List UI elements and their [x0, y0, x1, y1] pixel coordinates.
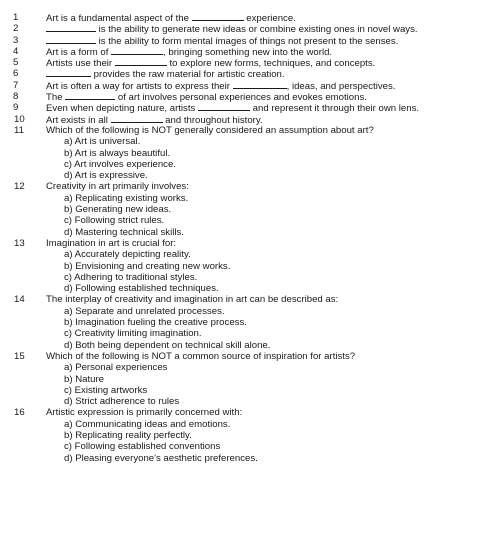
- answer-option[interactable]: [0, 272, 484, 283]
- fill-in-question: [0, 12, 484, 23]
- question-text-before: Art exists in all: [46, 114, 111, 126]
- question-text-before: Art is often a way for artists to express their: [46, 80, 233, 92]
- answer-option[interactable]: [0, 193, 484, 204]
- answer-option[interactable]: [0, 419, 484, 430]
- question-text-after: is the ability to generate new ideas or combine existing ones in novel ways.: [96, 24, 418, 36]
- fill-in-question: [0, 91, 484, 102]
- answer-option[interactable]: [0, 430, 484, 441]
- question-number: 14: [14, 294, 25, 306]
- option-text: d) Pleasing everyone's aesthetic preferences.: [64, 452, 258, 464]
- option-text: a) Accurately depicting reality.: [64, 249, 191, 261]
- question-text-after: , bringing something new into the world.: [163, 46, 333, 58]
- answer-blank[interactable]: [233, 80, 287, 89]
- option-text: d) Mastering technical skills.: [64, 226, 184, 238]
- answer-blank[interactable]: [111, 114, 163, 123]
- answer-option[interactable]: [0, 396, 484, 407]
- question-row: [0, 125, 484, 136]
- answer-blank[interactable]: [46, 23, 96, 32]
- answer-option[interactable]: [0, 136, 484, 147]
- answer-option[interactable]: [0, 148, 484, 159]
- question-text: Which of the following is NOT generally considered an assumption about art?: [46, 124, 374, 136]
- option-text: b) Generating new ideas.: [64, 204, 172, 216]
- question-row: [0, 351, 484, 362]
- option-text: c) Following strict rules.: [64, 215, 165, 227]
- question-number: 12: [14, 181, 25, 193]
- question-number: 16: [14, 407, 25, 419]
- answer-option[interactable]: [0, 227, 484, 238]
- answer-blank[interactable]: [65, 91, 115, 100]
- question-text: Artistic expression is primarily concerned with:: [46, 407, 243, 419]
- multiple-choice-question: [0, 294, 484, 350]
- answer-blank[interactable]: [115, 57, 167, 66]
- answer-option[interactable]: [0, 441, 484, 452]
- question-text-after: of art involves personal experiences and evokes emotions.: [115, 92, 367, 104]
- question-number: 15: [14, 350, 25, 362]
- answer-blank[interactable]: [46, 68, 91, 77]
- multiple-choice-question: [0, 351, 484, 407]
- option-text: c) Creativity limiting imagination.: [64, 328, 202, 340]
- option-text: a) Separate and unrelated processes.: [64, 305, 225, 317]
- question-text-before: The: [46, 92, 66, 104]
- question-row: [0, 181, 484, 192]
- answer-option[interactable]: [0, 261, 484, 272]
- question-number: 6: [13, 68, 19, 80]
- fill-in-question: [0, 35, 484, 46]
- question-text-after: and throughout history.: [162, 114, 263, 126]
- question-number: 10: [14, 113, 25, 125]
- option-text: c) Following established conventions: [64, 441, 221, 453]
- option-text: b) Envisioning and creating new works.: [64, 260, 231, 272]
- question-text: Creativity in art primarily involves:: [46, 181, 189, 193]
- answer-blank[interactable]: [198, 102, 250, 111]
- option-text: a) Communicating ideas and emotions.: [64, 418, 231, 430]
- option-text: d) Following established techniques.: [64, 283, 219, 295]
- answer-option[interactable]: [0, 385, 484, 396]
- answer-option[interactable]: [0, 283, 484, 294]
- fill-in-section: [0, 12, 484, 125]
- question-text-after: to explore new forms, techniques, and concepts.: [166, 58, 376, 70]
- question-text: Imagination in art is crucial for:: [46, 237, 177, 249]
- answer-option[interactable]: [0, 170, 484, 181]
- fill-in-question: [0, 46, 484, 57]
- question-text-after: , ideas, and perspectives.: [286, 80, 396, 92]
- question-text-after: and represent it through their own lens.: [250, 103, 420, 115]
- answer-option[interactable]: [0, 374, 484, 385]
- multiple-choice-question: [0, 238, 484, 294]
- question-number: 9: [13, 102, 19, 114]
- answer-blank[interactable]: [192, 12, 244, 21]
- option-text: a) Art is universal.: [64, 136, 141, 148]
- question-row: [0, 407, 484, 418]
- question-number: 3: [13, 34, 19, 46]
- question-text: Which of the following is NOT a common source of inspiration for artists?: [46, 350, 356, 362]
- question-text-before: Artists use their: [46, 58, 115, 70]
- option-text: c) Adhering to traditional styles.: [64, 271, 198, 283]
- question-number: 8: [13, 91, 19, 103]
- question-text-before: Art is a fundamental aspect of the: [46, 13, 192, 24]
- question-number: 2: [13, 23, 19, 35]
- option-text: b) Nature: [64, 373, 104, 385]
- option-text: d) Art is expressive.: [64, 170, 148, 182]
- fill-in-question: [0, 68, 484, 79]
- answer-blank[interactable]: [46, 35, 96, 44]
- question-text-before: Art is a form of: [46, 46, 112, 58]
- question-number: 11: [14, 124, 24, 136]
- question-number: 7: [13, 79, 19, 91]
- answer-option[interactable]: [0, 215, 484, 226]
- answer-option[interactable]: [0, 453, 484, 464]
- fill-in-question: [0, 102, 484, 113]
- question-row: [0, 238, 484, 249]
- answer-option[interactable]: [0, 317, 484, 328]
- fill-in-question: [0, 80, 484, 91]
- option-text: a) Replicating existing works.: [64, 192, 189, 204]
- fill-in-question: [0, 114, 484, 125]
- fill-in-question: [0, 57, 484, 68]
- question-row: [0, 294, 484, 305]
- answer-option[interactable]: [0, 159, 484, 170]
- question-text-after: is the ability to form mental images of things not present to the senses.: [96, 35, 399, 47]
- multiple-choice-question: [0, 181, 484, 237]
- answer-option[interactable]: [0, 249, 484, 260]
- answer-blank[interactable]: [111, 46, 163, 55]
- option-text: b) Imagination fueling the creative process.: [64, 317, 247, 329]
- question-text-before: Even when depicting nature, artists: [46, 103, 198, 115]
- question-text-after: provides the raw material for artistic creation.: [91, 69, 285, 81]
- question-number: 5: [13, 57, 19, 69]
- question-text-after: experience.: [243, 13, 296, 24]
- multiple-choice-question: [0, 407, 484, 463]
- question-number: 1: [13, 12, 19, 23]
- multiple-choice-question: [0, 125, 484, 181]
- option-text: c) Existing artworks: [64, 384, 148, 396]
- option-text: c) Art involves experience.: [64, 158, 176, 170]
- question-text: The interplay of creativity and imagination in art can be described as:: [46, 294, 339, 306]
- answer-option[interactable]: [0, 340, 484, 351]
- multiple-choice-section: [0, 125, 484, 464]
- answer-option[interactable]: [0, 362, 484, 373]
- option-text: b) Art is always beautiful.: [64, 147, 171, 159]
- option-text: d) Both being dependent on technical skill alone.: [64, 339, 271, 351]
- question-number: 13: [14, 237, 25, 249]
- fill-in-question: [0, 23, 484, 34]
- answer-option[interactable]: [0, 328, 484, 339]
- option-text: a) Personal experiences: [64, 362, 168, 374]
- option-text: b) Replicating reality perfectly.: [64, 429, 192, 441]
- question-number: 4: [13, 45, 19, 57]
- option-text: d) Strict adherence to rules: [64, 396, 180, 408]
- answer-option[interactable]: [0, 204, 484, 215]
- answer-option[interactable]: [0, 306, 484, 317]
